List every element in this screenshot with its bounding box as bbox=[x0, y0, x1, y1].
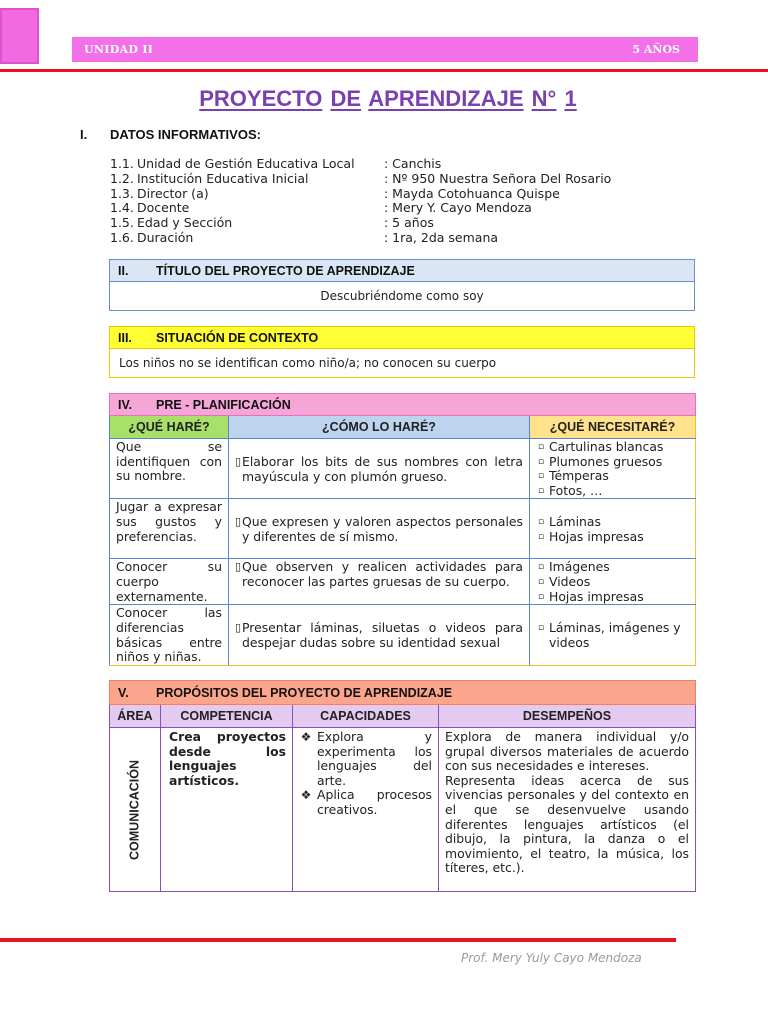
table-row bbox=[110, 728, 696, 892]
context-box bbox=[109, 326, 695, 378]
table-row bbox=[110, 439, 696, 499]
corner-decoration bbox=[0, 8, 39, 64]
column-header: CAPACIDADES bbox=[293, 705, 439, 728]
how-cell: ▯ Que expresen y valoren aspectos personales y diferentes de sí mismo. bbox=[229, 499, 530, 559]
table-row bbox=[110, 499, 696, 559]
area-label: COMUNICACIÓN bbox=[127, 759, 142, 860]
info-row: 1.3. Director (a) : Mayda Cotohuanca Quispe bbox=[110, 185, 560, 201]
info-row: 1.2. Institución Educativa Inicial : Nº 950 Nuestra Señora Del Rosario bbox=[110, 170, 612, 186]
context-text: Los niños no se identifican como niño/a; no conocen su cuerpo bbox=[119, 356, 497, 370]
competency-cell: Crea proyectos desde los lenguajes artísticos. bbox=[161, 728, 293, 892]
what-cell: Que se identifiquen con su nombre. bbox=[110, 439, 229, 499]
performances-cell: Explora de manera individual y/o grupal diversos materiales de acuerdo con sus necesidades e intereses. Representa ideas acerca de sus vivencias personales y del contexto en el que se desenvuelve usando diferentes lenguajes artísticos (el dibujo, la pintura, la danza o el movimiento, el teatro, la música, los títeres, etc.). bbox=[439, 728, 696, 892]
column-header: ÁREA bbox=[110, 705, 161, 728]
footer-author: Prof. Mery Yuly Cayo Mendoza bbox=[461, 951, 642, 965]
section-1-title: I. DATOS INFORMATIVOS: bbox=[80, 127, 261, 142]
what-cell: Conocer las diferencias básicas entre niños y niñas. bbox=[110, 605, 229, 665]
needs-cell: ▫ Láminas, imágenes y videos bbox=[530, 605, 696, 665]
info-row: 1.6. Duración : 1ra, 2da semana bbox=[110, 229, 499, 245]
column-header: ¿QUÉ NECESITARÉ? bbox=[530, 416, 696, 439]
project-title-box bbox=[109, 259, 695, 311]
project-title-text: Descubriéndome como soy bbox=[320, 289, 484, 303]
column-header: ¿QUÉ HARÉ? bbox=[110, 416, 229, 439]
column-header: DESEMPEÑOS bbox=[439, 705, 696, 728]
section-4-header: IV. PRE - PLANIFICACIÓN bbox=[110, 394, 696, 416]
unit-banner bbox=[72, 37, 698, 62]
pre-planning-table bbox=[109, 393, 696, 666]
section-2-header: II. TÍTULO DEL PROYECTO DE APRENDIZAJE bbox=[110, 260, 694, 282]
info-row: 1.4. Docente : Mery Y. Cayo Mendoza bbox=[110, 200, 532, 216]
what-cell: Conocer su cuerpo externamente. bbox=[110, 559, 229, 605]
unit-label: UNIDAD II bbox=[84, 43, 154, 56]
column-header: ¿CÓMO LO HARÉ? bbox=[229, 416, 530, 439]
page-title: PROYECTO DE APRENDIZAJE N° 1 bbox=[199, 86, 577, 111]
bottom-divider bbox=[0, 938, 676, 942]
info-row: 1.1. Unidad de Gestión Educativa Local : Canchis bbox=[110, 156, 442, 171]
table-row bbox=[110, 605, 696, 665]
how-cell: ▯ Elaborar los bits de sus nombres con letra mayúscula y con plumón grueso. bbox=[229, 439, 530, 499]
section-5-header: V. PROPÓSITOS DEL PROYECTO DE APRENDIZAJE bbox=[110, 681, 696, 705]
how-cell: ▯ Presentar láminas, siluetas o videos para despejar dudas sobre su identidad sexual bbox=[229, 605, 530, 665]
needs-cell: ▫ Cartulinas blancas ▫ Plumones gruesos ▫ Témperas ▫ Fotos, … bbox=[530, 439, 696, 499]
how-cell: ▯ Que observen y realicen actividades para reconocer las partes gruesas de su cuerpo. bbox=[229, 559, 530, 605]
section-3-header: III. SITUACIÓN DE CONTEXTO bbox=[110, 327, 694, 349]
age-label: 5 AÑOS bbox=[632, 43, 680, 56]
needs-cell: ▫ Imágenes ▫ Videos ▫ Hojas impresas bbox=[530, 559, 696, 605]
capacities-cell: ❖ Explora y experimenta los lenguajes del arte. ❖ Aplica procesos creativos. bbox=[293, 728, 439, 892]
top-divider bbox=[0, 69, 768, 72]
what-cell: Jugar a expresar sus gustos y preferencias. bbox=[110, 499, 229, 559]
info-list bbox=[110, 157, 611, 246]
column-header: COMPETENCIA bbox=[161, 705, 293, 728]
info-row: 1.5. Edad y Sección : 5 años bbox=[110, 215, 434, 231]
table-row bbox=[110, 559, 696, 605]
area-cell bbox=[110, 728, 161, 892]
purposes-table bbox=[109, 680, 696, 892]
needs-cell: ▫ Láminas ▫ Hojas impresas bbox=[530, 499, 696, 559]
